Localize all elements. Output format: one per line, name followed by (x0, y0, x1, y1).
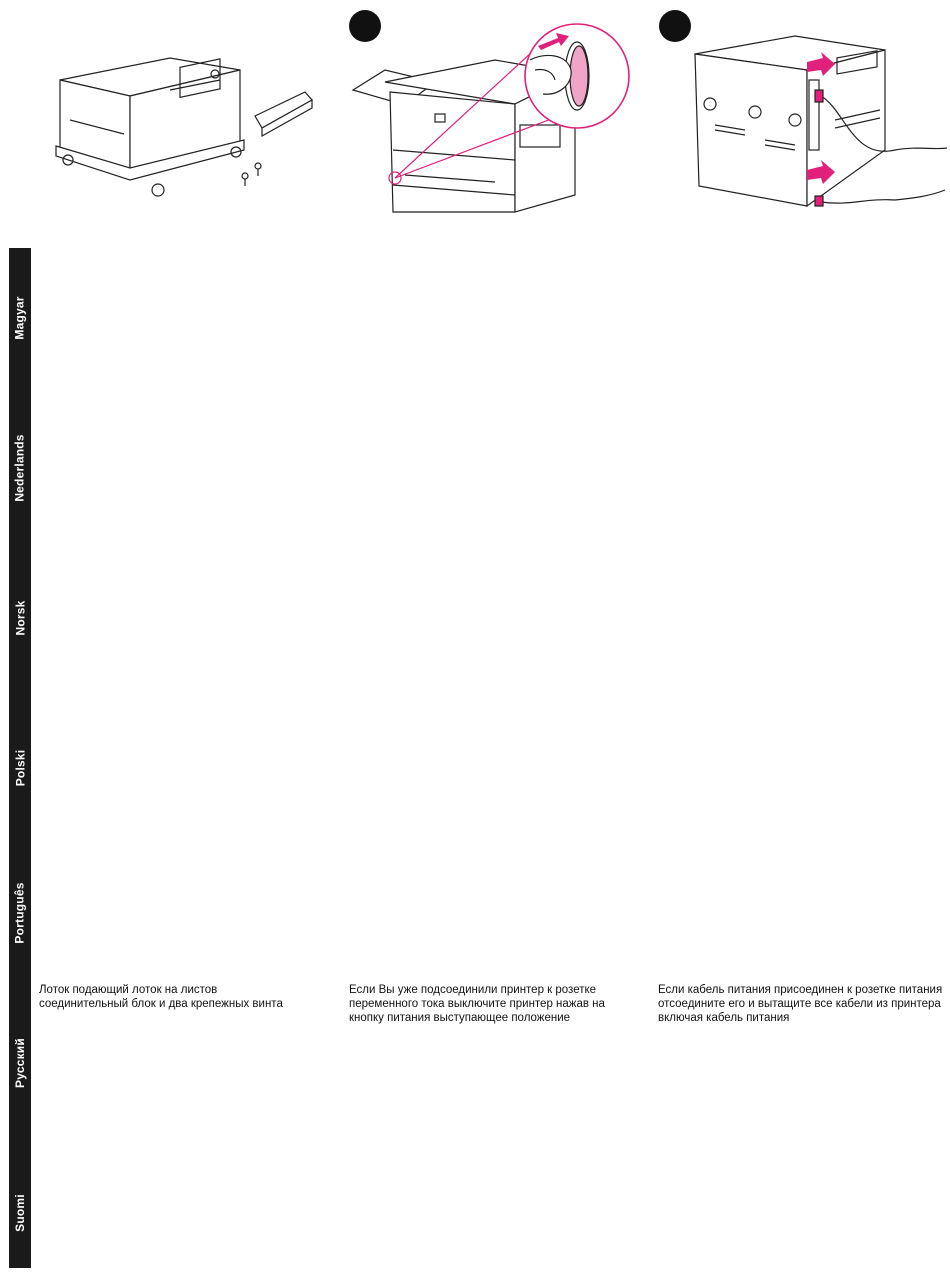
language-label: Magyar (13, 296, 27, 340)
language-label: Nederlands (13, 434, 28, 502)
language-sidebar (9, 248, 31, 1268)
step-text-cables: Если кабель питания присоединен к розетке питания отсоедините его и вытащите все кабели из принтера включая кабель питания (658, 984, 943, 1024)
tray-assembly-icon (50, 0, 340, 215)
power-button-illustration (345, 0, 645, 215)
step-number-badge (659, 10, 691, 42)
cable-removal-illustration (655, 0, 950, 215)
language-label: Русский (13, 1038, 28, 1088)
language-label: Suomi (13, 1194, 28, 1232)
step-text-tray: Лоток подающий лоток на листов соединительный блок и два крепежных винта (39, 984, 283, 1010)
language-label: Português (13, 882, 28, 944)
step-number-badge (349, 10, 381, 42)
tray-illustration (50, 0, 340, 215)
step-text-power: Если Вы уже подсоединили принтер к розетке переменного тока выключите принтер нажав на кнопку питания выступающее положение (349, 984, 605, 1024)
language-label: Polski (13, 749, 27, 787)
printer-power-button-icon (345, 0, 645, 215)
language-label: Norsk (13, 600, 28, 636)
printer-rear-cables-icon (655, 0, 950, 215)
